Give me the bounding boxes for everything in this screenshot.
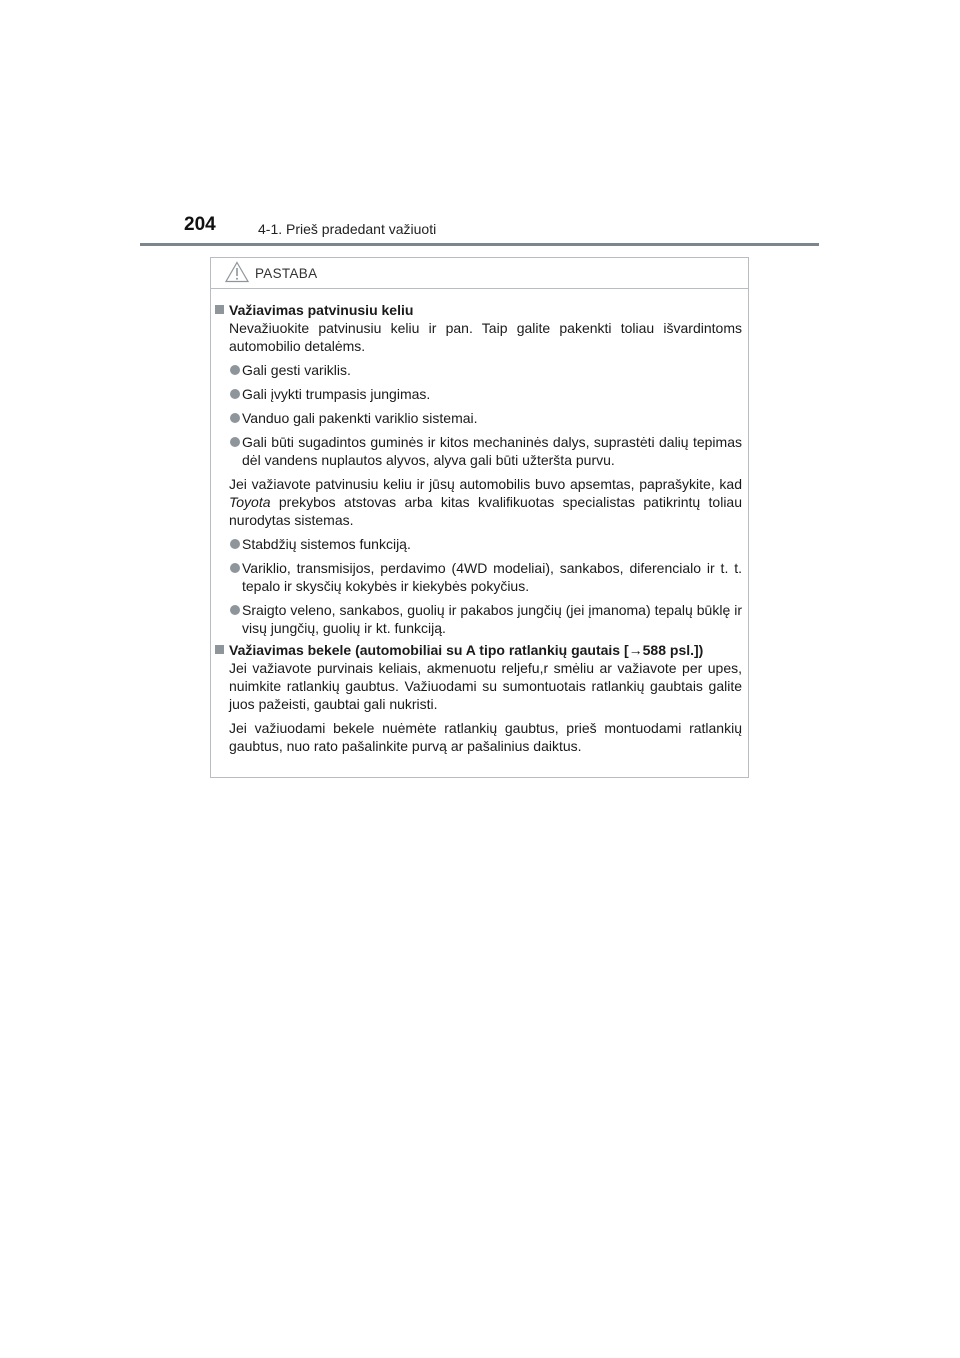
list-item: Gali gesti variklis.	[211, 361, 750, 379]
header-divider	[140, 243, 819, 246]
round-bullet-icon	[230, 389, 240, 399]
round-bullet-icon	[230, 437, 240, 447]
notice-header	[211, 258, 748, 289]
list-item: Gali būti sugadintos guminės ir kitos mechaninės dalys, suprastėti dalių tepimas dėl vandens nuplautos alyvos, alyva gali būti užteršta purvu.	[211, 433, 750, 469]
warning-triangle-icon	[225, 261, 249, 283]
section1-intro: Nevažiuokite patvinusiu keliu ir pan. Taip galite pakenkti toliau išvardintoms automobilio detalėms.	[229, 320, 742, 354]
notice-box	[210, 257, 749, 778]
section2-paragraph: Jei važiavote purvinais keliais, akmenuotu reljefu,r smėliu ar važiavote per upes, nuimkite ratlankių gaubtus. Važiuodami su sumontuotais ratlankių gaubtais galite juos pažeisti, gaubtai gali nukristi.	[229, 660, 742, 712]
list-item: Gali įvykti trumpasis jungimas.	[211, 385, 750, 403]
list-item: Vanduo gali pakenkti variklio sistemai.	[211, 409, 750, 427]
round-bullet-icon	[230, 563, 240, 573]
brand-name: Toyota	[229, 494, 271, 510]
square-bullet-icon	[215, 305, 224, 314]
round-bullet-icon	[230, 413, 240, 423]
list-item: Stabdžių sistemos funkciją.	[211, 535, 750, 553]
round-bullet-icon	[230, 605, 240, 615]
list-item: Variklio, transmisijos, perdavimo (4WD modeliai), sankabos, diferencialo ir t. t. tepalo ir skysčių kokybės ir kiekybės pokyčius.	[211, 559, 750, 595]
round-bullet-icon	[230, 365, 240, 375]
section-title: 4-1. Prieš pradedant važiuoti	[258, 221, 437, 237]
section-heading-flooded-road: Važiavimas patvinusiu keliu	[211, 301, 750, 319]
page-ref-arrow-icon: →	[628, 642, 643, 658]
notice-body	[211, 301, 750, 755]
round-bullet-icon	[230, 539, 240, 549]
section2-paragraph: Jei važiuodami bekele nuėmėte ratlankių gaubtus, prieš montuodami ratlankių gaubtus, nuo rato pašalinkite purvą ar pašalinius daiktus.	[229, 720, 742, 754]
list-item: Sraigto veleno, sankabos, guolių ir pakabos jungčių (jei įmanoma) tepalų būklę ir visų jungčių, guolių ir kt. funkciją.	[211, 601, 750, 637]
square-bullet-icon	[215, 645, 224, 654]
notice-title: PASTABA	[255, 266, 318, 281]
section-heading-offroad: Važiavimas bekele (automobiliai su A tipo ratlankių gautais [→588 psl.])	[211, 641, 750, 659]
page-header	[0, 0, 960, 250]
section1-inspection-paragraph: Jei važiavote patvinusiu keliu ir jūsų automobilis buvo apsemtas, paprašykite, kad Toyota prekybos atstovas arba kitas kvalifikuotas specialistas patikrintų toliau nurodytas sistemas.	[229, 476, 742, 528]
page-number: 204	[184, 214, 216, 235]
